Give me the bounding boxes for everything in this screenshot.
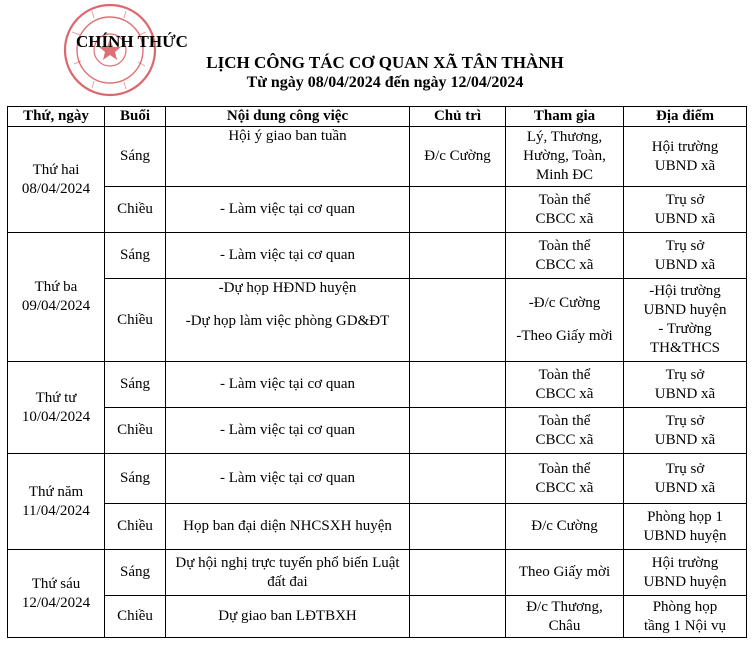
session-cell: Chiều <box>105 408 166 454</box>
participant-line: Lý, Thương, <box>526 129 603 145</box>
participants-cell <box>506 279 624 362</box>
participant-line: Đ/c Cường <box>531 518 598 534</box>
participant-line: CBCC xã <box>535 431 594 448</box>
day-name: Thứ sáu <box>31 575 81 592</box>
participant-line: Theo Giấy mời <box>518 564 611 580</box>
day-date: 11/04/2024 <box>22 502 90 519</box>
location-line: Hội trường <box>651 138 719 155</box>
task-cell <box>166 233 410 279</box>
chair-cell <box>410 504 506 550</box>
day-cell <box>8 233 105 362</box>
participant-line: CBCC xã <box>535 256 594 273</box>
day-cell <box>8 550 105 638</box>
location-line: - Trường TH&THCS <box>649 321 720 356</box>
participant-line: Toàn thể <box>538 366 591 383</box>
participant-line: CBCC xã <box>535 385 594 402</box>
task-line: - Làm việc tại cơ quan <box>220 247 355 263</box>
chair-cell: Đ/c Cường <box>410 127 506 187</box>
task-line: -Dự họp làm việc phòng GD&ĐT <box>185 313 390 329</box>
location-line: Trụ sở <box>665 460 705 477</box>
column-header-location: Địa điểm <box>624 107 747 127</box>
location-line: Trụ sở <box>665 366 705 383</box>
chair-cell <box>410 362 506 408</box>
participants-cell <box>506 408 624 454</box>
location-line: Trụ sở <box>665 412 705 429</box>
location-line: Trụ sở <box>665 237 705 254</box>
task-cell <box>166 454 410 504</box>
table-row <box>8 362 747 408</box>
participants-cell <box>506 550 624 596</box>
location-cell <box>624 362 747 408</box>
day-name: Thứ năm <box>28 483 84 500</box>
location-line: UBND xã <box>654 479 716 496</box>
location-line: UBND huyện <box>643 527 727 544</box>
table-row <box>8 550 747 596</box>
column-header-session: Buổi <box>105 107 166 127</box>
chair-cell <box>410 596 506 638</box>
location-line: UBND xã <box>654 157 716 174</box>
day-date: 10/04/2024 <box>21 408 91 425</box>
chair-cell <box>410 187 506 233</box>
document-subtitle: Từ ngày 08/04/2024 đến ngày 12/04/2024 <box>246 74 524 91</box>
table-row <box>8 279 747 362</box>
location-cell <box>624 187 747 233</box>
location-cell <box>624 550 747 596</box>
table-row <box>8 408 747 454</box>
session-cell: Chiều <box>105 187 166 233</box>
participant-line: CBCC xã <box>535 479 594 496</box>
location-cell <box>624 454 747 504</box>
chair-cell <box>410 550 506 596</box>
day-name: Thứ hai <box>32 161 80 178</box>
task-line: -Dự họp HĐND huyện <box>218 280 357 296</box>
day-cell <box>8 454 105 550</box>
location-line: UBND xã <box>654 385 716 402</box>
participant-line: CBCC xã <box>535 210 594 227</box>
column-header-chair: Chủ trì <box>410 107 506 127</box>
task-line: Hội ý giao ban tuần <box>228 128 347 144</box>
participant-line: Toàn thể <box>538 237 591 254</box>
chair-cell <box>410 408 506 454</box>
day-name: Thứ tư <box>35 389 77 406</box>
session-cell: Chiều <box>105 504 166 550</box>
location-cell <box>624 408 747 454</box>
task-cell <box>166 362 410 408</box>
task-cell <box>166 279 410 362</box>
session-cell: Chiều <box>105 279 166 362</box>
day-date: 08/04/2024 <box>21 180 91 197</box>
location-line: UBND xã <box>654 431 716 448</box>
location-cell <box>624 504 747 550</box>
task-cell <box>166 187 410 233</box>
participants-cell <box>506 187 624 233</box>
participant-line: -Đ/c Cường <box>528 295 601 311</box>
column-header-content: Nội dung công việc <box>166 107 410 127</box>
location-line: Phòng họp 1 <box>647 508 723 525</box>
participant-line: Đ/c Thương, <box>526 598 603 615</box>
participant-line: Toàn thể <box>538 412 591 429</box>
column-header-day: Thứ, ngày <box>8 107 105 127</box>
participant-line: Hường, Toàn, <box>523 148 606 164</box>
location-cell <box>624 233 747 279</box>
session-cell: Sáng <box>105 362 166 408</box>
location-line: Phòng họp <box>652 598 718 615</box>
chair-cell <box>410 233 506 279</box>
session-cell: Sáng <box>105 127 166 187</box>
task-line: - Làm việc tại cơ quan <box>220 422 355 438</box>
location-line: Trụ sở <box>665 191 705 208</box>
participants-cell <box>506 233 624 279</box>
table-row <box>8 504 747 550</box>
session-cell: Sáng <box>105 550 166 596</box>
table-row <box>8 127 747 187</box>
column-header-participants: Tham gia <box>506 107 624 127</box>
location-line: -Hội trường UBND huyện <box>643 283 727 318</box>
session-cell: Sáng <box>105 233 166 279</box>
table-row <box>8 233 747 279</box>
document-header <box>0 53 752 93</box>
day-date: 12/04/2024 <box>21 594 91 611</box>
chair-cell <box>410 454 506 504</box>
schedule-table <box>7 106 747 638</box>
participant-line: Minh ĐC <box>535 167 594 183</box>
location-line: UBND xã <box>654 256 716 273</box>
task-cell <box>166 504 410 550</box>
participants-cell <box>506 504 624 550</box>
participants-cell <box>506 596 624 638</box>
location-line: UBND xã <box>654 210 716 227</box>
day-name: Thứ ba <box>34 279 78 295</box>
document-title: LỊCH CÔNG TÁC CƠ QUAN XÃ TÂN THÀNH <box>206 53 564 72</box>
chair-cell <box>410 279 506 362</box>
participants-cell <box>506 362 624 408</box>
task-cell <box>166 408 410 454</box>
participants-cell <box>506 127 624 187</box>
official-stamp-text: CHÍNH THỨC <box>76 32 188 51</box>
task-line: - Làm việc tại cơ quan <box>220 201 355 217</box>
task-cell <box>166 127 410 187</box>
participant-line: Toàn thể <box>538 460 591 477</box>
location-cell <box>624 596 747 638</box>
task-line: - Làm việc tại cơ quan <box>220 470 355 486</box>
session-cell: Sáng <box>105 454 166 504</box>
table-header-row <box>8 107 747 127</box>
task-line: Dự hội nghị trực tuyến phổ biến Luật đất đai <box>175 554 400 590</box>
participant-line: Châu <box>548 617 581 634</box>
day-cell <box>8 127 105 233</box>
task-cell <box>166 550 410 596</box>
day-date: 09/04/2024 <box>21 298 91 314</box>
task-line: Dự giao ban LĐTBXH <box>218 608 357 624</box>
table-row <box>8 596 747 638</box>
participant-line: -Theo Giấy mời <box>516 328 613 344</box>
location-cell <box>624 279 747 362</box>
task-line: Họp ban đại diện NHCSXH huyện <box>183 518 392 534</box>
location-line: Hội trường <box>651 554 719 571</box>
location-cell <box>624 127 747 187</box>
participant-line: Toàn thể <box>538 191 591 208</box>
location-line: UBND huyện <box>643 573 727 590</box>
session-cell: Chiều <box>105 596 166 638</box>
day-cell <box>8 362 105 454</box>
task-line: - Làm việc tại cơ quan <box>220 376 355 392</box>
table-row <box>8 454 747 504</box>
location-line: tầng 1 Nội vụ <box>643 617 727 634</box>
participants-cell <box>506 454 624 504</box>
task-cell <box>166 596 410 638</box>
table-row <box>8 187 747 233</box>
